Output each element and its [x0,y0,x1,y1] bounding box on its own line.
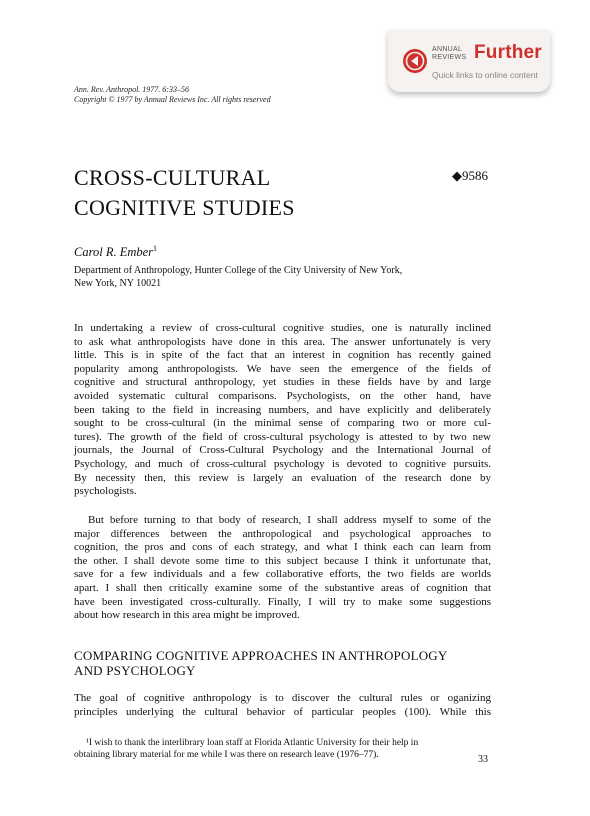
further-banner[interactable] [388,30,550,92]
paragraph-2: But before turning to that body of research, I shall address myself to some of the major differences between the anthropological and psychological approaches to cognition, the pros and cons of each strategy, and what I think each can learn from the other. I shall devote some time to this subject because I think it unfortunate that, save for a few individuals and a few collaborative efforts, the two fields are worlds apart. I shall then critically examine some of the substantive areas of cognition that have been investigated cross-culturally. Finally, I will try to make some suggestions about how research in this area might be improved. [74,514,491,622]
footnote-mark: 1 [153,244,158,253]
author-affiliation: Department of Anthropology, Hunter College of the City University of New York, New York, NY 10021 [74,265,403,289]
annual-reviews-wordmark: ANNUAL REVIEWS [432,46,467,61]
article-code: ◆9586 [452,168,488,183]
annual-reviews-logo-icon [402,48,428,74]
section-heading: COMPARING COGNITIVE APPROACHES IN ANTHROPOLOGY AND PSYCHOLOGY [74,648,448,678]
quick-links-link[interactable]: Quick links to online content [432,70,538,80]
paragraph-3: The goal of cognitive anthropology is to discover the cultural rules or oganizing principles underlying the cultural behavior of particular peoples (100). While this [74,692,491,718]
footnote: ¹I wish to thank the interlibrary loan staff at Florida Atlantic University for their help in obtaining library material for me while I was there on research leave (1976–77). [74,738,419,760]
further-label: Further [474,42,542,63]
author-name: Carol R. Ember$^1$ [74,244,158,260]
article-title: CROSS-CULTURAL COGNITIVE STUDIES [74,165,295,220]
paragraph-1: In undertaking a review of cross-cultural cognitive studies, one is naturally inclined to ask what anthropologists have done in this area. The answer unfortunately is very little. This is in spite of the fact that an interest in cognition has recently gained popularity among anthropologists. We have seen the emergence of the fields of cognitive and structural anthropology, yet studies in these fields have by and large avoided systematic cultural comparisons. Psychologists, on the other hand, have been taking to the field in increasing numbers, and have explicitly and deliberately sought to be cross-cultural (in the minimal sense of comparing two or more cul- tures). The growth of the field of cross-cultural psychology is attested to by two new journals, the Journal of Cross-Cultural Psychology and the International Journal of Psychology, and much of cross-cultural psychology is devoted to cognitive pursuits. By necessity then, this review is largely an evaluation of the research done by psychologists. [74,322,491,498]
citation: Ann. Rev. Anthropol. 1977. 6:33–56 Copyright © 1977 by Annual Reviews Inc. All rights reserved [74,85,271,104]
page-number: 33 [478,754,488,765]
